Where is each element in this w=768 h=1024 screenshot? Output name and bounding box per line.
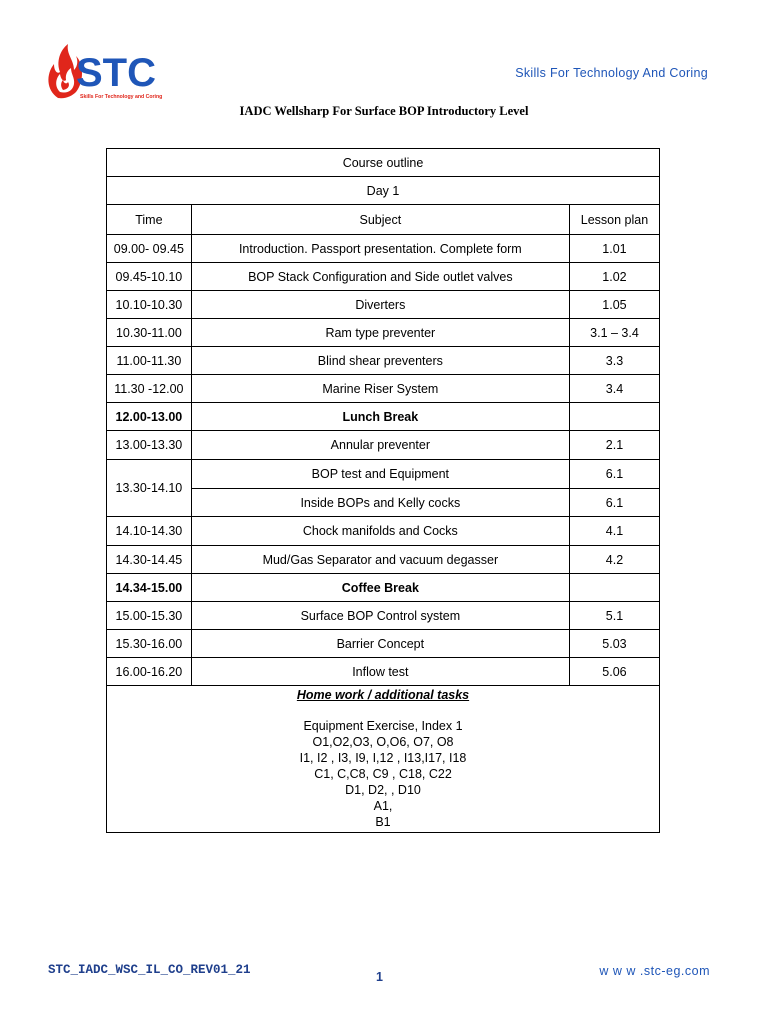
table-row-break	[107, 574, 660, 602]
table-header-row	[107, 205, 660, 235]
stc-logo	[44, 42, 184, 102]
subject-cell: Surface BOP Control system	[191, 602, 569, 630]
plan-cell: 5.06	[569, 658, 659, 686]
page-number: 1	[376, 970, 383, 984]
homework-line: B1	[375, 815, 391, 829]
time-cell: 12.00-13.00	[107, 403, 192, 431]
table-row	[107, 235, 660, 263]
time-cell: 14.10-14.30	[107, 517, 192, 546]
time-cell: 13.30-14.10	[107, 460, 192, 517]
homework-spacer	[111, 702, 655, 718]
plan-cell: 5.03	[569, 630, 659, 658]
table-row	[107, 291, 660, 319]
logo-subtext: Skills For Technology and Coring	[80, 94, 163, 100]
homework-line: Equipment Exercise, Index 1	[303, 719, 463, 733]
homework-title: Home work / additional tasks	[296, 688, 470, 702]
table-day-row	[107, 177, 660, 205]
subject-cell: Chock manifolds and Cocks	[191, 517, 569, 546]
time-cell: 10.30-11.00	[107, 319, 192, 347]
time-cell: 16.00-16.20	[107, 658, 192, 686]
table-row	[107, 517, 660, 546]
subject-cell: Barrier Concept	[191, 630, 569, 658]
plan-cell: 4.1	[569, 517, 659, 546]
homework-line: C1, C,C8, C9 , C18, C22	[314, 767, 452, 781]
homework-row	[107, 686, 660, 833]
subject-cell: Lunch Break	[191, 403, 569, 431]
plan-cell: 2.1	[569, 431, 659, 460]
homework-cell	[107, 686, 660, 833]
time-cell: 10.10-10.30	[107, 291, 192, 319]
plan-cell: 1.01	[569, 235, 659, 263]
website-link[interactable]: w w w .stc-eg.com	[599, 964, 710, 978]
subject-cell: Introduction. Passport presentation. Complete form	[191, 235, 569, 263]
table-row-break	[107, 403, 660, 431]
subject-cell: Diverters	[191, 291, 569, 319]
table-row	[107, 431, 660, 460]
time-cell: 15.00-15.30	[107, 602, 192, 630]
header-tagline: Skills For Technology And Coring	[515, 66, 708, 80]
subject-cell: Inside BOPs and Kelly cocks	[191, 489, 569, 517]
table-row	[107, 460, 660, 489]
table-row	[107, 602, 660, 630]
subject-cell: Coffee Break	[191, 574, 569, 602]
time-cell: 11.00-11.30	[107, 347, 192, 375]
header-lesson-plan: Lesson plan	[569, 205, 659, 235]
time-cell: 14.34-15.00	[107, 574, 192, 602]
plan-cell: 1.05	[569, 291, 659, 319]
header-subject: Subject	[191, 205, 569, 235]
homework-line: D1, D2, , D10	[345, 783, 421, 797]
table-row	[107, 658, 660, 686]
plan-cell: 3.4	[569, 375, 659, 403]
document-title: IADC Wellsharp For Surface BOP Introductory Level	[239, 104, 529, 118]
table-row	[107, 319, 660, 347]
plan-cell: 6.1	[569, 460, 659, 489]
plan-cell	[569, 403, 659, 431]
time-cell: 14.30-14.45	[107, 546, 192, 574]
plan-cell: 5.1	[569, 602, 659, 630]
table-row	[107, 375, 660, 403]
course-outline-table	[106, 148, 660, 833]
table-title-row	[107, 149, 660, 177]
time-cell: 15.30-16.00	[107, 630, 192, 658]
homework-line: O1,O2,O3, O,O6, O7, O8	[312, 735, 454, 749]
plan-cell: 4.2	[569, 546, 659, 574]
header-time: Time	[107, 205, 192, 235]
homework-line: A1,	[373, 799, 393, 813]
subject-cell: Inflow test	[191, 658, 569, 686]
plan-cell: 1.02	[569, 263, 659, 291]
subject-cell: Blind shear preventers	[191, 347, 569, 375]
subject-cell: BOP test and Equipment	[191, 460, 569, 489]
table-row	[107, 263, 660, 291]
subject-cell: Annular preventer	[191, 431, 569, 460]
flame-icon	[44, 42, 184, 102]
time-cell: 13.00-13.30	[107, 431, 192, 460]
plan-cell	[569, 574, 659, 602]
time-cell: 09.00- 09.45	[107, 235, 192, 263]
homework-line: I1, I2 , I3, I9, I,12 , I13,I17, I18	[299, 751, 467, 765]
day-label: Day 1	[107, 177, 660, 205]
table-title: Course outline	[107, 149, 660, 177]
subject-cell: BOP Stack Configuration and Side outlet valves	[191, 263, 569, 291]
document-code: STC_IADC_WSC_IL_CO_REV01_21	[48, 963, 251, 977]
table-row	[107, 546, 660, 574]
time-cell: 09.45-10.10	[107, 263, 192, 291]
plan-cell: 3.1 – 3.4	[569, 319, 659, 347]
plan-cell: 6.1	[569, 489, 659, 517]
table-row	[107, 630, 660, 658]
time-cell: 11.30 -12.00	[107, 375, 192, 403]
subject-cell: Mud/Gas Separator and vacuum degasser	[191, 546, 569, 574]
table-row	[107, 347, 660, 375]
plan-cell: 3.3	[569, 347, 659, 375]
subject-cell: Ram type preventer	[191, 319, 569, 347]
subject-cell: Marine Riser System	[191, 375, 569, 403]
logo-text: STC	[76, 51, 156, 95]
